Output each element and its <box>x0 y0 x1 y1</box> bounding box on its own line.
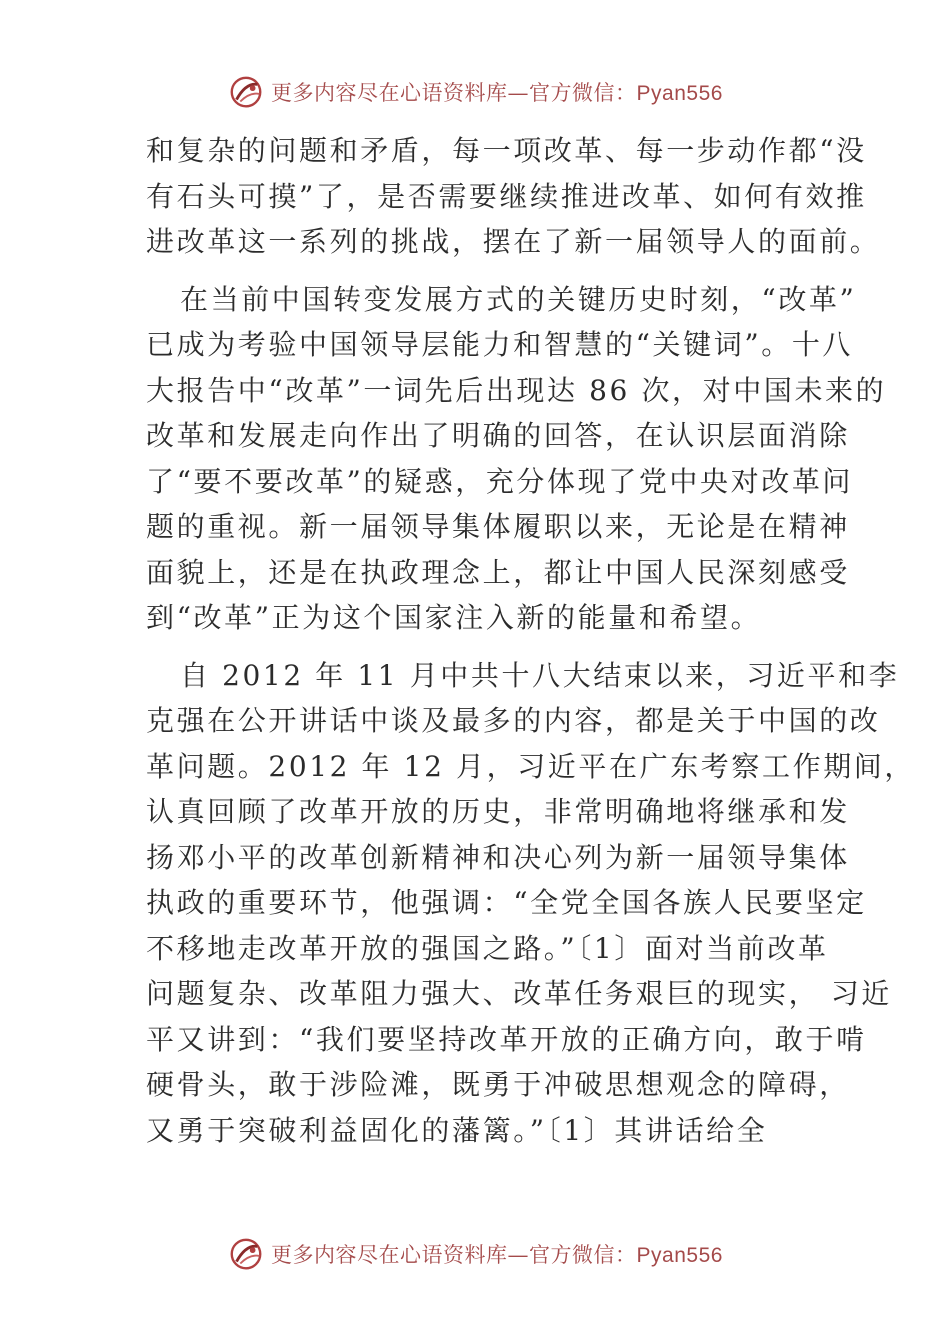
text-line: 革问题。2012 年 12 月，习近平在广东考察工作期间， <box>146 749 915 783</box>
brand-logo-icon <box>227 73 265 111</box>
text-line: 和复杂的问题和矛盾，每一项改革、每一步动作都“没 <box>146 134 867 167</box>
paragraph <box>146 277 887 641</box>
banner-label: 更多内容尽在心语资料库—官方微信： <box>271 1243 637 1267</box>
text-line: 已成为考验中国领导层能力和智慧的“关键词”。十八 <box>146 328 854 361</box>
text-line: 执政的重要环节，他强调：“全党全国各族人民要坚定 <box>146 886 867 919</box>
text-line: 自 2012 年 11 月中共十八大结束以来，习近平和李 <box>180 658 900 692</box>
text-line: 不移地走改革开放的强国之路。”〔1〕面对当前改革 <box>146 931 829 965</box>
text-line: 又勇于突破利益固化的藩篱。”〔1〕其讲话给全 <box>146 1113 768 1147</box>
banner-label: 更多内容尽在心语资料库—官方微信： <box>271 81 637 105</box>
text-line: 认真回顾了改革开放的历史，非常明确地将继承和发 <box>146 795 850 828</box>
text-line: 克强在公开讲话中谈及最多的内容，都是关于中国的改 <box>146 704 881 737</box>
banner-wechat-id: Pyan556 <box>636 82 723 105</box>
text-line: 面貌上，还是在执政理念上，都让中国人民深刻感受 <box>146 555 850 589</box>
paragraph <box>146 128 881 265</box>
paragraph <box>146 653 915 1154</box>
banner-text <box>271 77 723 107</box>
header-banner <box>0 70 950 114</box>
text-line: 问题复杂、改革阻力强大、改革任务艰巨的现实， 习近 <box>146 977 892 1010</box>
footer-banner <box>0 1232 950 1276</box>
text-line: 平又讲到：“我们要坚持改革开放的正确方向，敢于啃 <box>146 1022 867 1056</box>
text-line: 扬邓小平的改革创新精神和决心列为新一届领导集体 <box>146 840 850 874</box>
text-line: 有石头可摸”了，是否需要继续推进改革、如何有效推 <box>146 179 867 213</box>
text-line: 进改革这一系列的挑战，摆在了新一届领导人的面前。 <box>146 225 881 258</box>
text-line: 题的重视。新一届领导集体履职以来，无论是在精神 <box>146 510 850 543</box>
text-line: 了“要不要改革”的疑惑，充分体现了党中央对改革问 <box>146 464 854 498</box>
banner-text <box>271 1239 723 1269</box>
document-body <box>146 128 915 1165</box>
banner-wechat-id: Pyan556 <box>636 1244 723 1267</box>
text-line: 改革和发展走向作出了明确的回答，在认识层面消除 <box>146 419 850 452</box>
text-line: 大报告中“改革”一词先后出现达 86 次，对中国未来的 <box>146 373 887 407</box>
text-line: 硬骨头，敢于涉险滩，既勇于冲破思想观念的障碍， <box>146 1068 850 1101</box>
brand-logo-icon <box>227 1235 265 1273</box>
text-line: 到“改革”正为这个国家注入新的能量和希望。 <box>146 601 762 634</box>
text-line: 在当前中国转变发展方式的关键历史时刻，“改革” <box>180 282 857 316</box>
